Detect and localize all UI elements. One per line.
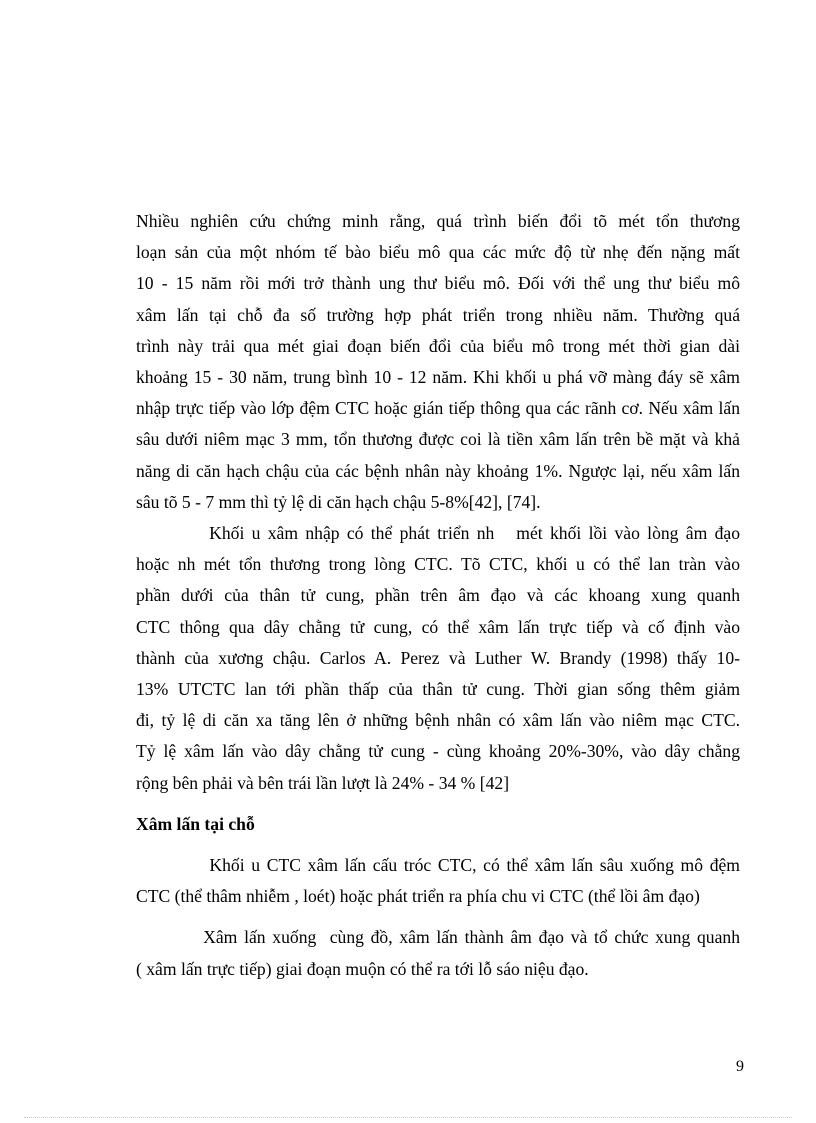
paragraph-local-invasion	[136, 850, 740, 912]
text-line: loạn sản của một nhóm tế bào biểu mô qua các mức độ từ nhẹ đến nặng mất	[136, 242, 740, 263]
text-line: CTC thông qua dây chằng tử cung, có thể xâm lấn trực tiếp và cố định vào	[136, 616, 740, 637]
paragraph-invasion-progression	[136, 206, 740, 518]
text-line: Tỷ lệ xâm lấn vào dây chằng tử cung - cùng khoảng 20%-30%, vào dây chằng	[136, 741, 740, 762]
text-line: Xâm lấn xuống cùng đồ, xâm lấn thành âm đạo và tổ chức xung quanh	[136, 927, 740, 948]
text-line: rộng bên phải và bên trái lần lượt là 24% - 34 % [42]	[136, 772, 510, 793]
text-line: xâm lấn tại chỗ đa số trường hợp phát triển trong nhiều năm. Thường quá	[136, 304, 740, 325]
text-line: đi, tỷ lệ di căn xa tăng lên ở những bệnh nhân có xâm lấn vào niêm mạc CTC.	[136, 710, 740, 731]
text-line: hoặc nh mét tổn thương trong lòng CTC. Tõ CTC, khối u có thể lan tràn vào	[136, 554, 740, 575]
text-line: phần dưới của thân tử cung, phần trên âm đạo và các khoang xung quanh	[136, 585, 740, 606]
document-body	[136, 206, 740, 985]
text-line: nhập trực tiếp vào lớp đệm CTC hoặc gián tiếp thông qua các rãnh cơ. Nếu xâm lấn	[136, 398, 740, 419]
text-line: ( xâm lấn trực tiếp) giai đoạn muộn có thể ra tới lỗ sáo niệu đạo.	[136, 958, 589, 979]
page-number: 9	[736, 1058, 744, 1075]
text-line: năng di căn hạch chậu của các bệnh nhân này khoảng 1%. Ngược lại, nếu xâm lấn	[136, 460, 740, 481]
paragraph-direct-invasion	[136, 922, 740, 984]
text-line: trình này trải qua mét giai đoạn biến đổi của biểu mô trong mét thời gian dài	[136, 335, 740, 356]
text-line: Nhiều nghiên cứu chứng minh rằng, quá trình biến đổi tõ mét tổn thương	[136, 211, 740, 231]
text-line: 10 - 15 năm rồi mới trở thành ung thư biểu mô. Đối với thể ung thư biểu mô	[136, 273, 740, 294]
text-line: sâu tõ 5 - 7 mm thì tỷ lệ di căn hạch chậu 5-8%[42], [74].	[136, 491, 541, 512]
text-line: Khối u xâm nhập có thể phát triển nh mét khối lồi vào lòng âm đạo	[136, 523, 740, 544]
text-line: khoảng 15 - 30 năm, trung bình 10 - 12 năm. Khi khối u phá vỡ màng đáy sẽ xâm	[136, 367, 740, 388]
text-line: CTC (thể thâm nhiễm , loét) hoặc phát triển ra phía chu vi CTC (thể lồi âm đạo)	[136, 886, 700, 907]
text-line: Khối u CTC xâm lấn cấu tróc CTC, có thể xâm lấn sâu xuống mô đệm	[136, 855, 740, 876]
section-heading: Xâm lấn tại chỗ	[136, 813, 255, 834]
paragraph-tumor-spread	[136, 518, 740, 799]
text-line: sâu dưới niêm mạc 3 mm, tổn thương được coi là tiền xâm lấn trên bề mặt và khả	[136, 429, 740, 450]
page-bottom-divider	[24, 1117, 792, 1118]
text-line: 13% UTCTC lan tới phần thấp của thân tử cung. Thời gian sống thêm giảm	[136, 679, 740, 700]
text-line: thành của xương chậu. Carlos A. Perez và Luther W. Brandy (1998) thấy 10-	[136, 647, 740, 668]
